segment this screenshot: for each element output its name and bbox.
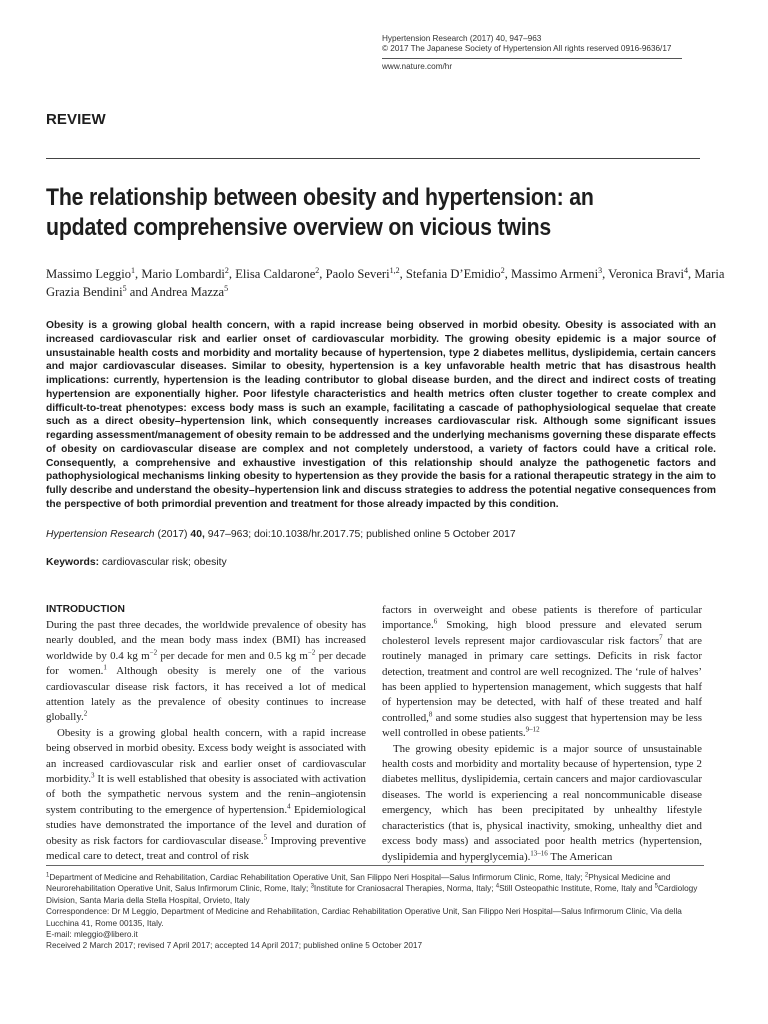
citation-year: (2017) [157,529,188,540]
article-title: The relationship between obesity and hypertension: an updated comprehensive overview on vicious twins [46,184,594,241]
citation-rest: 947–963; doi:10.1038/hr.2017.75; published online 5 October 2017 [207,529,516,540]
header-rule [382,58,682,59]
article-citation [46,529,516,540]
received-dates: Received 2 March 2017; revised 7 April 2017; accepted 14 April 2017; published online 5 October 2017 [46,941,423,951]
citation-journal: Hypertension Research [46,529,155,540]
abstract: Obesity is a growing global health concern, with a rapid increase being observed in morbid obesity. Obesity is associated with an increased cardiovascular risk and earlier onset of cardiovascular morbidity. The growing obesity epidemic is a major source of unsustainable health costs and morbidity and mortality because of hypertension, type 2 diabetes mellitus, dyslipidemia, certain cancers and major cardiovascular diseases. Similar to obesity, hypertension is a key unfavorable health metric that has disastrous health implications: currently, hypertension is the leading contributor to global disease burden, and the direct and indirect costs of treating hypertension are exponentially higher. Poor lifestyle characteristics and health metrics often cluster together to create complex and difficult-to-treat phenotypes: excess body mass is such an example, facilitating a cascade of pathophysiological sequelae that create such as a direct obesity–hypertension link, which consequently increases cardiovascular risk. Although some significant issues regarding assessment/management of obesity remain to be addressed and the underlying mechanisms governing these disparate effects of obesity on cardiovascular disease are complex and not completely understood, a variety of factors could have a critical role. Consequently, a comprehensive and exhaustive investigation of this relationship should analyze the pathogenetic factors and pathophysiological mechanisms linking obesity to hypertension as they provide the basis for a rational therapeutic strategy in the aim to fully describe and understand the obesity–hypertension link and discuss strategies to address the potential negative consequences from the perspective of both primordial prevention and treatment for those already impacted by this condition. [46,320,716,510]
keywords-value: cardiovascular risk; obesity [102,557,227,568]
journal-header [382,34,742,72]
body-column-left [46,603,366,865]
keywords-label: Keywords: [46,557,100,568]
body-column-right [382,603,702,865]
footnotes [46,872,716,952]
citation-volume: 40, [190,529,205,540]
copyright-line: © 2017 The Japanese Society of Hypertension All rights reserved 0916-9636/17 [382,44,672,53]
affiliations: $^1$Department of Medicine and Rehabilitation, Cardiac Rehabilitation Operative Unit, San Filippo Neri Hospital—Salus Infirmorum Clinic, Rome, Italy; $^2$Physical Medicine and Neurorehabilitation Operative Unit, Salus Infirmorum Clinic, Rome, Italy; $^3$Institute for Craniosacral Therapies, Norma, Italy; $^4$Still Osteopathic Institute, Rome, Italy and $^5$Cardiology Division, Santa Maria della Stella Hospital, Orvieto, Italy [46,872,698,905]
keywords [46,557,227,568]
body-paragraph: Obesity is a growing global health concern, with a rapid increase being observed in morbid obesity. Excess body weight is associated with an increased cardiovascular risk and earlier onset of cardiovascular morbidity.$^3$ It is well established that obesity is associated with activation of both the sympathetic nervous system and the renin–angiotensin system contributing to the emergence of hypertension.$^4$ Epidemiological studies have demonstrated the importance of the level and duration of obesity as risk factors for cardiovascular disease.$^5$ Improving preventive medical care to detect, treat and control of risk [46,726,367,863]
correspondence: Correspondence: Dr M Leggio, Department of Medicine and Rehabilitation, Cardiac Rehabilitation Operative Unit, San Filippo Neri Hospital—Salus Infirmorum Clinic, Via della Lucchina 41, Rome 00135, Italy. [46,907,682,928]
journal-url-link[interactable]: www.nature.com/hr [382,62,453,71]
footnote-rule [46,865,704,866]
introduction-heading: INTRODUCTION [46,604,125,615]
author-list: Massimo Leggio$^1$, Mario Lombardi$^2$, Elisa Caldarone$^2$, Paolo Severi$^{1,2}$, Stefania D’Emidio$^2$, Massimo Armeni$^3$, Veronica Bravi$^4$, Maria Grazia Bendini$^5$ and Andrea Mazza$^5$ [46,265,725,299]
section-label: REVIEW [46,111,106,128]
body-paragraph: During the past three decades, the worldwide prevalence of obesity has nearly doubled, and the mean body mass index (BMI) has increased worldwide by 0.4 kg $m^{-2}$ per decade for men and 0.5 kg $m^{-2}$ per decade for women.$^1$ Although obesity is merely one of the various cardiovascular disease risk factors, it has received a lot of medical attention lately as the prevalence of obesity continues to increase globally.$^2$ [46,619,367,724]
title-rule [46,158,700,159]
body-paragraph: The growing obesity epidemic is a major source of unsustainable health costs and morbidity and mortality because of hypertension, type 2 diabetes mellitus, dyslipidemia, certain cancers and major cardiovascular diseases. The world is experiencing a real noncommunicable disease emergency, which has been precipitated by unhealthy lifestyle characteristics (that is, physical inactivity, smoking, unhealthy diet and excess body mass) and associated poor health metrics (hypertension, dyslipidemia and hyperglycemia).$^{13-16}$ The American [382,742,702,863]
body-paragraph: factors in overweight and obese patients is therefore of particular importance.$^6$ Smoking, high blood pressure and elevated serum cholesterol levels represent major cardiovascular risk factors$^7$ that are routinely managed in primary care settings. Deficits in risk factor detection, treatment and control are well recognized. The ‘rule of halves’ has been applied to hypertension management, which suggests that half of hypertension may be detected, with half of these treated and half controlled,$^8$ and some studies also suggest that hypertension may be less well controlled in obese patients.$^{9-12}$ [382,604,702,740]
email-link[interactable]: E-mail: mleggio@libero.it [46,930,138,940]
journal-citation-line: Hypertension Research (2017) 40, 947–963 [382,34,542,43]
